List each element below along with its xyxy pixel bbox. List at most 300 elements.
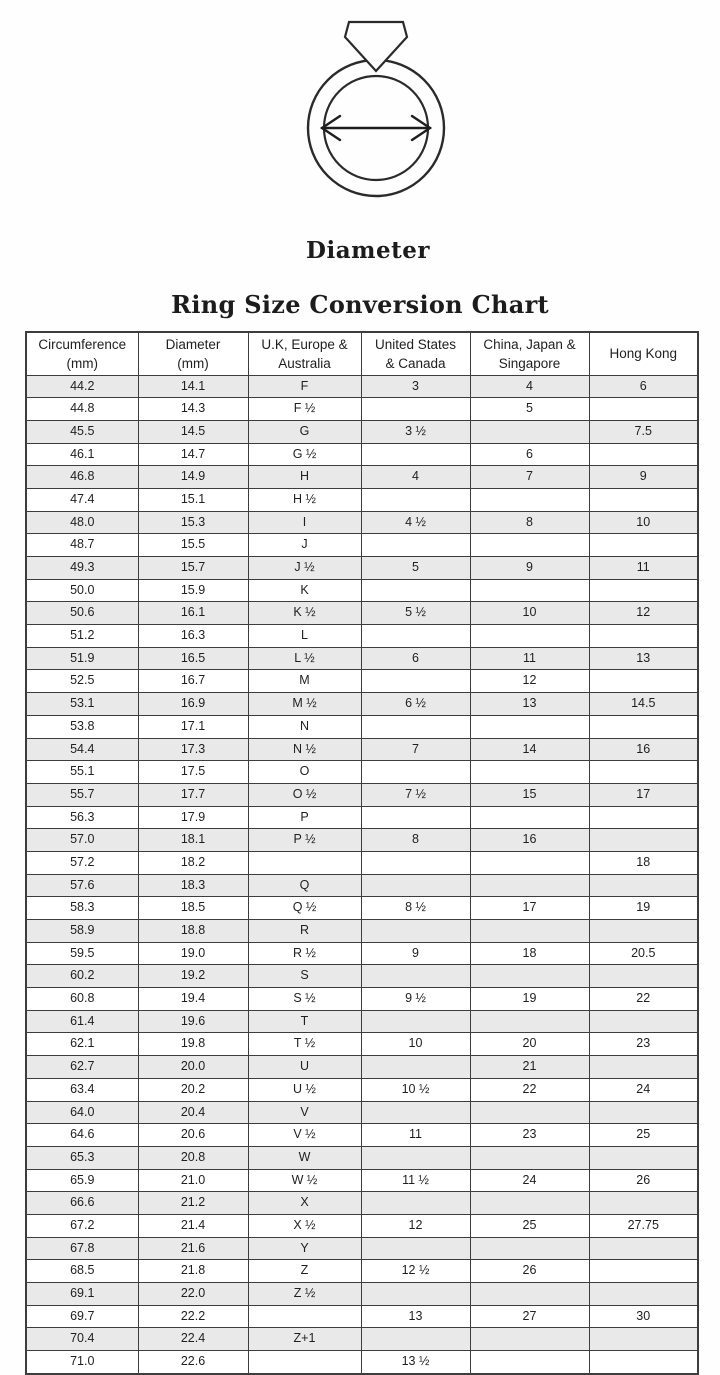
table-row (26, 511, 698, 534)
table-cell: 53.1 (26, 693, 138, 716)
column-header-uk-europe-australia (248, 332, 361, 375)
table-cell: L ½ (248, 647, 361, 670)
table-cell (589, 534, 698, 557)
table-cell (470, 1146, 589, 1169)
table-row (26, 1101, 698, 1124)
table-cell: 67.2 (26, 1214, 138, 1237)
table-cell: 7.5 (589, 420, 698, 443)
table-cell (470, 851, 589, 874)
table-cell: 15.1 (138, 488, 248, 511)
table-cell: 14 (470, 738, 589, 761)
column-header-hong-kong (589, 332, 698, 375)
table-cell: 44.2 (26, 375, 138, 398)
table-row (26, 1305, 698, 1328)
table-cell: 12 ½ (361, 1260, 470, 1283)
table-cell: 50.6 (26, 602, 138, 625)
table-cell (248, 851, 361, 874)
table-body (26, 375, 698, 1374)
table-cell (361, 1237, 470, 1260)
diamond-ring-icon (296, 10, 456, 215)
table-cell: 20.4 (138, 1101, 248, 1124)
table-cell: L (248, 625, 361, 648)
table-cell: 21.2 (138, 1192, 248, 1215)
table-cell: 25 (589, 1124, 698, 1147)
table-cell: 9 (470, 557, 589, 580)
table-cell: 11 (589, 557, 698, 580)
table-cell: 14.1 (138, 375, 248, 398)
table-row (26, 897, 698, 920)
table-cell: 51.9 (26, 647, 138, 670)
table-cell: H (248, 466, 361, 489)
table-cell: 64.0 (26, 1101, 138, 1124)
table-cell: 57.0 (26, 829, 138, 852)
column-header-text: & Canada (385, 355, 446, 371)
table-cell: H ½ (248, 488, 361, 511)
table-cell (470, 965, 589, 988)
table-cell: 68.5 (26, 1260, 138, 1283)
table-cell: F ½ (248, 398, 361, 421)
table-cell: 5 ½ (361, 602, 470, 625)
table-cell (589, 1283, 698, 1306)
table-cell: S ½ (248, 988, 361, 1011)
table-cell: G (248, 420, 361, 443)
table-cell: 25 (470, 1214, 589, 1237)
table-cell: J (248, 534, 361, 557)
table-cell (470, 625, 589, 648)
table-cell (248, 1351, 361, 1374)
table-cell: I (248, 511, 361, 534)
table-cell: 27 (470, 1305, 589, 1328)
table-cell: 17.7 (138, 783, 248, 806)
table-cell (470, 420, 589, 443)
table-cell (470, 488, 589, 511)
table-cell: 15.5 (138, 534, 248, 557)
table-cell: 18.8 (138, 920, 248, 943)
table-cell (589, 829, 698, 852)
table-cell: 56.3 (26, 806, 138, 829)
column-header-text: Hong Kong (609, 346, 678, 362)
table-row (26, 1260, 698, 1283)
table-cell: 16.5 (138, 647, 248, 670)
table-cell: 3 ½ (361, 420, 470, 443)
table-cell (589, 761, 698, 784)
table-row (26, 488, 698, 511)
table-cell: 6 (589, 375, 698, 398)
table-cell (361, 715, 470, 738)
table-cell: 22 (589, 988, 698, 1011)
table-cell: R ½ (248, 942, 361, 965)
table-cell (361, 965, 470, 988)
table-cell: 55.7 (26, 783, 138, 806)
table-cell (470, 920, 589, 943)
table-cell: 57.2 (26, 851, 138, 874)
table-cell (470, 1237, 589, 1260)
table-cell: N (248, 715, 361, 738)
table-cell: 20.2 (138, 1078, 248, 1101)
table-cell: 9 ½ (361, 988, 470, 1011)
table-cell: 52.5 (26, 670, 138, 693)
table-cell: T (248, 1010, 361, 1033)
table-cell: 71.0 (26, 1351, 138, 1374)
table-cell: 66.6 (26, 1192, 138, 1215)
table-cell: P (248, 806, 361, 829)
column-header-text: Diameter (165, 336, 221, 352)
table-row (26, 466, 698, 489)
table-cell: 60.2 (26, 965, 138, 988)
table-cell: 22.4 (138, 1328, 248, 1351)
table-cell (470, 1010, 589, 1033)
table-cell (589, 488, 698, 511)
table-cell: 11 ½ (361, 1169, 470, 1192)
column-header-us-canada (361, 332, 470, 375)
table-cell: 15 (470, 783, 589, 806)
table-cell: K ½ (248, 602, 361, 625)
column-header-diameter (138, 332, 248, 375)
table-cell: 13 (361, 1305, 470, 1328)
table-row (26, 1033, 698, 1056)
table-cell: 7 ½ (361, 783, 470, 806)
table-cell: 16.3 (138, 625, 248, 648)
table-row (26, 874, 698, 897)
table-row (26, 988, 698, 1011)
table-cell: 22.6 (138, 1351, 248, 1374)
table-row (26, 647, 698, 670)
table-cell (361, 761, 470, 784)
table-cell: 30 (589, 1305, 698, 1328)
table-cell (470, 1101, 589, 1124)
table-cell: 4 (361, 466, 470, 489)
table-cell: 62.1 (26, 1033, 138, 1056)
table-cell (589, 625, 698, 648)
table-cell: Z+1 (248, 1328, 361, 1351)
table-cell: 70.4 (26, 1328, 138, 1351)
table-cell: 21.8 (138, 1260, 248, 1283)
table-cell: Q (248, 874, 361, 897)
table-header-row (26, 332, 698, 375)
table-cell: K (248, 579, 361, 602)
table-row (26, 1078, 698, 1101)
table-cell: 20 (470, 1033, 589, 1056)
column-header-text: (mm) (66, 355, 98, 371)
table-cell: V (248, 1101, 361, 1124)
table-cell: R (248, 920, 361, 943)
table-cell: 48.7 (26, 534, 138, 557)
table-cell: 53.8 (26, 715, 138, 738)
table-cell (361, 851, 470, 874)
table-cell: Z ½ (248, 1283, 361, 1306)
table-cell: 14.7 (138, 443, 248, 466)
table-cell: 16.9 (138, 693, 248, 716)
table-cell (361, 1146, 470, 1169)
table-cell: 26 (589, 1169, 698, 1192)
table-cell: 20.0 (138, 1056, 248, 1079)
table-cell (589, 1351, 698, 1374)
table-cell: 17.1 (138, 715, 248, 738)
table-cell: 46.1 (26, 443, 138, 466)
table-row (26, 1328, 698, 1351)
table-cell: 15.3 (138, 511, 248, 534)
ring-diagram (296, 10, 456, 215)
table-cell: 55.1 (26, 761, 138, 784)
table-cell: 13 (589, 647, 698, 670)
diameter-arrow-icon (322, 116, 430, 140)
column-header-text: United States (374, 336, 457, 352)
table-cell: S (248, 965, 361, 988)
table-cell (589, 443, 698, 466)
table-cell: 17.9 (138, 806, 248, 829)
table-cell: 18 (470, 942, 589, 965)
table-cell: 13 ½ (361, 1351, 470, 1374)
table-cell: 18.1 (138, 829, 248, 852)
column-header-text: Circumference (38, 336, 127, 352)
table-row (26, 1351, 698, 1374)
table-row (26, 1283, 698, 1306)
column-header-china-japan-singapore (470, 332, 589, 375)
table-cell: 17.3 (138, 738, 248, 761)
table-cell: 19 (470, 988, 589, 1011)
table-cell: 6 (470, 443, 589, 466)
table-cell: 65.9 (26, 1169, 138, 1192)
table-row (26, 715, 698, 738)
diameter-label: Diameter (306, 237, 430, 264)
table-cell (589, 1260, 698, 1283)
table-cell: 6 ½ (361, 693, 470, 716)
table-cell: 10 (589, 511, 698, 534)
table-cell: 19.0 (138, 942, 248, 965)
table-cell: 51.2 (26, 625, 138, 648)
table-cell: X ½ (248, 1214, 361, 1237)
table-cell: F (248, 375, 361, 398)
table-cell: 65.3 (26, 1146, 138, 1169)
table-cell (470, 761, 589, 784)
table-cell: N ½ (248, 738, 361, 761)
table-cell: Q ½ (248, 897, 361, 920)
table-cell: J ½ (248, 557, 361, 580)
table-cell (470, 1192, 589, 1215)
table-cell (361, 579, 470, 602)
table-cell: V ½ (248, 1124, 361, 1147)
table-cell: 4 ½ (361, 511, 470, 534)
table-cell: 61.4 (26, 1010, 138, 1033)
table-cell: 8 (470, 511, 589, 534)
ring-size-conversion-table (25, 331, 699, 1375)
table-cell: M ½ (248, 693, 361, 716)
table-cell: 22 (470, 1078, 589, 1101)
table-cell: 8 ½ (361, 897, 470, 920)
table-cell: 14.9 (138, 466, 248, 489)
table-cell (470, 715, 589, 738)
table-cell: 16.1 (138, 602, 248, 625)
table-cell: 12 (589, 602, 698, 625)
table-row (26, 738, 698, 761)
table-cell: 57.6 (26, 874, 138, 897)
table-cell: 46.8 (26, 466, 138, 489)
table-cell: 10 (361, 1033, 470, 1056)
table-cell: 21.6 (138, 1237, 248, 1260)
table-cell: X (248, 1192, 361, 1215)
table-cell: 9 (589, 466, 698, 489)
table-row (26, 1192, 698, 1215)
table-cell (361, 920, 470, 943)
table-cell: U (248, 1056, 361, 1079)
table-cell (470, 1328, 589, 1351)
table-cell (361, 625, 470, 648)
table-row (26, 534, 698, 557)
table-row (26, 851, 698, 874)
table-cell (470, 534, 589, 557)
page-title: Ring Size Conversion Chart (171, 290, 549, 319)
table-cell: 18.3 (138, 874, 248, 897)
table-cell: 24 (589, 1078, 698, 1101)
table-row (26, 693, 698, 716)
table-row (26, 579, 698, 602)
table-cell: 20.5 (589, 942, 698, 965)
table-cell: 18.2 (138, 851, 248, 874)
table-cell: 23 (589, 1033, 698, 1056)
table-cell: O (248, 761, 361, 784)
table-cell (361, 534, 470, 557)
table-cell: 7 (470, 466, 589, 489)
table-cell (470, 806, 589, 829)
table-cell (589, 806, 698, 829)
column-header-circumference (26, 332, 138, 375)
table-cell (589, 874, 698, 897)
table-cell (361, 1328, 470, 1351)
table-row (26, 1214, 698, 1237)
column-header-text: China, Japan & (483, 336, 576, 352)
table-cell: 26 (470, 1260, 589, 1283)
table-cell: 67.8 (26, 1237, 138, 1260)
table-cell: 11 (361, 1124, 470, 1147)
table-cell: 48.0 (26, 511, 138, 534)
table-cell (589, 1056, 698, 1079)
table-cell (361, 1101, 470, 1124)
table-cell: 4 (470, 375, 589, 398)
table-cell: 69.7 (26, 1305, 138, 1328)
column-header-text: U.K, Europe & (261, 336, 348, 352)
table-row (26, 1056, 698, 1079)
table-cell (361, 1010, 470, 1033)
table-cell: 24 (470, 1169, 589, 1192)
table-cell: 5 (470, 398, 589, 421)
table-cell: 5 (361, 557, 470, 580)
table-cell: 8 (361, 829, 470, 852)
table-row (26, 1124, 698, 1147)
table-cell: 14.3 (138, 398, 248, 421)
table-row (26, 398, 698, 421)
table-row (26, 1146, 698, 1169)
table-cell: 17 (589, 783, 698, 806)
table-row (26, 783, 698, 806)
table-row (26, 1010, 698, 1033)
table-row (26, 1169, 698, 1192)
table-cell (361, 443, 470, 466)
table-cell (470, 579, 589, 602)
table-cell (361, 874, 470, 897)
table-cell: G ½ (248, 443, 361, 466)
table-cell: 12 (470, 670, 589, 693)
table-cell: 22.0 (138, 1283, 248, 1306)
table-cell (361, 806, 470, 829)
table-row (26, 420, 698, 443)
table-cell: 15.9 (138, 579, 248, 602)
table-row (26, 965, 698, 988)
table-cell: 62.7 (26, 1056, 138, 1079)
table-cell: 3 (361, 375, 470, 398)
table-cell: 18.5 (138, 897, 248, 920)
table-cell (589, 965, 698, 988)
table-cell: 19 (589, 897, 698, 920)
table-cell: 13 (470, 693, 589, 716)
table-cell: 21.0 (138, 1169, 248, 1192)
table-cell: 23 (470, 1124, 589, 1147)
table-cell (361, 1056, 470, 1079)
table-cell (589, 1101, 698, 1124)
table-cell: 19.8 (138, 1033, 248, 1056)
table-cell: 27.75 (589, 1214, 698, 1237)
table-cell: 63.4 (26, 1078, 138, 1101)
table-cell (589, 1328, 698, 1351)
table-cell: 54.4 (26, 738, 138, 761)
table-cell: 44.8 (26, 398, 138, 421)
table-cell: 19.4 (138, 988, 248, 1011)
table-row (26, 625, 698, 648)
table-row (26, 443, 698, 466)
table-cell: 17 (470, 897, 589, 920)
table-cell: 60.8 (26, 988, 138, 1011)
table-cell: 14.5 (138, 420, 248, 443)
table-cell (589, 1237, 698, 1260)
table-cell: 19.2 (138, 965, 248, 988)
table-cell: 9 (361, 942, 470, 965)
table-cell (361, 1283, 470, 1306)
table-cell: 16 (589, 738, 698, 761)
table-cell (589, 670, 698, 693)
table-row (26, 375, 698, 398)
table-cell (589, 1010, 698, 1033)
table-cell (589, 1146, 698, 1169)
table-cell: 16 (470, 829, 589, 852)
table-cell: 17.5 (138, 761, 248, 784)
table-cell: 6 (361, 647, 470, 670)
table-cell: 50.0 (26, 579, 138, 602)
table-row (26, 557, 698, 580)
table-cell (589, 715, 698, 738)
table-cell: 69.1 (26, 1283, 138, 1306)
table-cell: P ½ (248, 829, 361, 852)
table-cell: 45.5 (26, 420, 138, 443)
table-cell: 12 (361, 1214, 470, 1237)
table-cell (470, 874, 589, 897)
table-cell (361, 670, 470, 693)
table-cell: 15.7 (138, 557, 248, 580)
table-cell: 18 (589, 851, 698, 874)
table-cell (589, 1192, 698, 1215)
table-cell: 58.9 (26, 920, 138, 943)
table-cell: 10 ½ (361, 1078, 470, 1101)
column-header-text: (mm) (177, 355, 209, 371)
table-cell: 21.4 (138, 1214, 248, 1237)
table-row (26, 806, 698, 829)
table-cell: T ½ (248, 1033, 361, 1056)
table-cell: 49.3 (26, 557, 138, 580)
table-cell: 21 (470, 1056, 589, 1079)
table-row (26, 670, 698, 693)
table-cell: M (248, 670, 361, 693)
table-cell: 58.3 (26, 897, 138, 920)
table-row (26, 761, 698, 784)
table-row (26, 942, 698, 965)
